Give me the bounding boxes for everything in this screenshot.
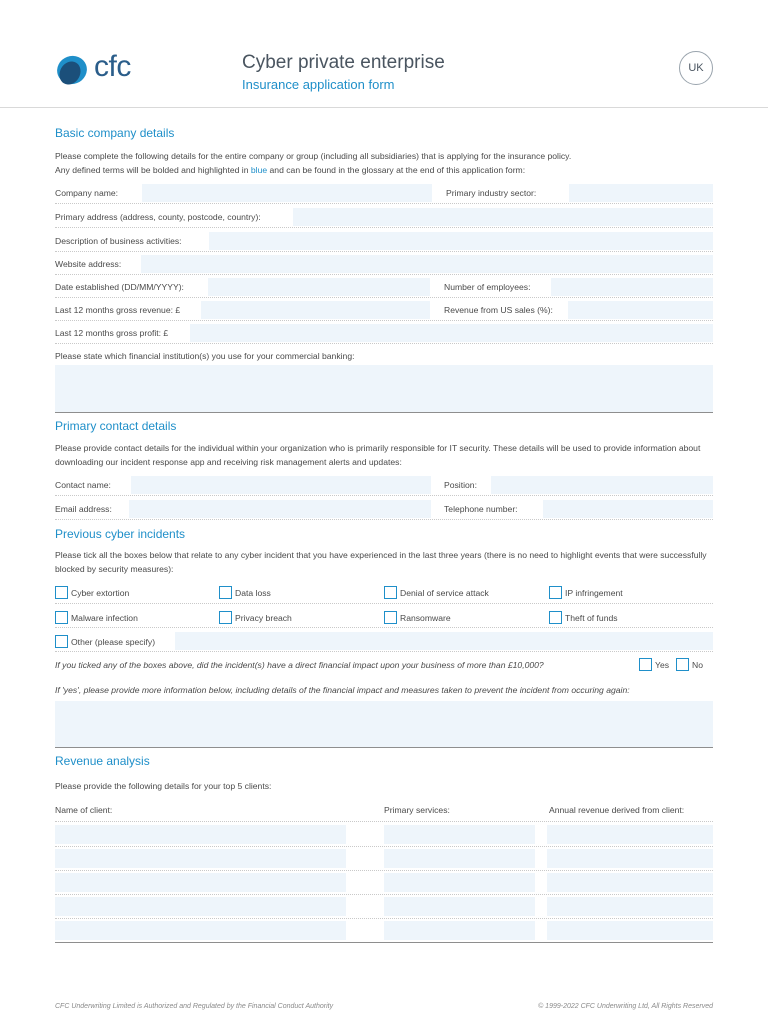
impact-no-checkbox[interactable] [676,658,689,671]
revenue-label: Last 12 months gross revenue: £ [55,305,181,315]
ransomware-checkbox[interactable] [384,611,397,624]
logo-text: cfc [94,50,131,83]
client-revenue-field[interactable] [547,873,713,892]
impact-no-label: No [692,660,703,670]
profit-field[interactable] [190,324,713,342]
page-subtitle: Insurance application form [242,77,395,92]
section-title-basic: Basic company details [55,126,175,140]
ip-infringement-label: IP infringement [565,588,623,598]
theft-of-funds-label: Theft of funds [565,613,618,623]
theft-of-funds-checkbox[interactable] [549,611,562,624]
malware-infection-label: Malware infection [71,613,138,623]
services-field[interactable] [384,897,535,916]
revenue-intro: Please provide the following details for your top 5 clients: [55,781,272,791]
region-badge: UK [679,51,713,85]
contact-name-label: Contact name: [55,480,111,490]
established-field[interactable] [208,278,430,296]
denial-of-service-checkbox[interactable] [384,586,397,599]
row-contact-name [55,475,713,496]
cfc-logo-icon [54,49,94,89]
revenue-field[interactable] [201,301,430,319]
denial-of-service-label: Denial of service attack [400,588,489,598]
ip-infringement-checkbox[interactable] [549,586,562,599]
row-profit [55,323,713,344]
website-field[interactable] [141,255,713,273]
company-name-label: Company name: [55,188,119,198]
page-title: Cyber private enterprise [242,52,445,73]
data-loss-checkbox[interactable] [219,586,232,599]
col-revenue-header: Annual revenue derived from client: [549,805,685,815]
banking-textarea[interactable] [55,365,713,413]
data-loss-label: Data loss [235,588,271,598]
malware-infection-checkbox[interactable] [55,611,68,624]
client-revenue-field[interactable] [547,825,713,844]
position-field[interactable] [491,476,713,494]
col-client-header: Name of client: [55,805,113,815]
company-name-field[interactable] [142,184,432,202]
revenue-row-3 [55,871,713,895]
col-services-header: Primary services: [384,805,450,815]
intro-text-end: and can be found in the glossary at the end of this application form: [267,164,526,175]
us-sales-field[interactable] [568,301,713,319]
website-label: Website address: [55,259,122,269]
description-label: Description of business activities: [55,236,182,246]
revenue-row-2 [55,847,713,871]
employees-label: Number of employees: [444,282,531,292]
row-contact-email [55,499,713,520]
employees-field[interactable] [551,278,713,296]
basic-intro [55,150,715,177]
basic-intro-line2 [55,164,715,178]
other-checkbox[interactable] [55,635,68,648]
services-field[interactable] [384,849,535,868]
row-established [55,277,713,298]
row-address [55,207,713,228]
impact-yes-label: Yes [655,660,670,670]
impact-yes-checkbox[interactable] [639,658,652,671]
banking-label: Please state which financial institution(s) you use for your commercial banking: [55,351,355,361]
revenue-row-4 [55,895,713,919]
other-label: Other (please specify) [71,637,156,647]
revenue-header-divider [55,821,713,822]
revenue-row-5 [55,919,713,943]
basic-intro-line1: Please complete the following details for the entire company or group (including all subsidiaries) that is applying for the insurance policy. [55,151,572,161]
services-field[interactable] [384,873,535,892]
ransomware-label: Ransomware [400,613,451,623]
client-name-field[interactable] [55,897,346,916]
phone-label: Telephone number: [444,504,518,514]
established-label: Date established (DD/MM/YYYY): [55,282,184,292]
client-revenue-field[interactable] [547,849,713,868]
revenue-row-1 [55,823,713,847]
section-title-incidents: Previous cyber incidents [55,527,186,541]
intro-text: Any defined terms will be bolded and highlighted in [55,164,251,175]
email-label: Email address: [55,504,112,514]
section-title-revenue: Revenue analysis [55,754,150,768]
address-label: Primary address (address, county, postcode, country): [55,212,261,222]
row-revenue [55,300,713,321]
row-other [55,630,713,652]
details-question: If 'yes', please provide more information below, including details of the financial impact and measures taken to prevent the incident from occuring again: [55,685,630,695]
row-company [55,183,713,204]
client-name-field[interactable] [55,849,346,868]
client-name-field[interactable] [55,825,346,844]
footer-regulation: CFC Underwriting Limited is Authorized and Regulated by the Financial Conduct Authority [55,1003,334,1010]
incident-details-textarea[interactable] [55,701,713,748]
phone-field[interactable] [543,500,713,518]
position-label: Position: [444,480,477,490]
privacy-breach-label: Privacy breach [235,613,292,623]
page-header [0,0,768,108]
industry-label: Primary industry sector: [446,188,537,198]
address-field[interactable] [293,208,713,226]
section-title-contact: Primary contact details [55,419,177,433]
client-revenue-field[interactable] [547,897,713,916]
us-sales-label: Revenue from US sales (%): [444,305,553,315]
privacy-breach-checkbox[interactable] [219,611,232,624]
profit-label: Last 12 months gross profit: £ [55,328,169,338]
row-website [55,254,713,275]
contact-name-field[interactable] [131,476,431,494]
incidents-intro: Please tick all the boxes below that relate to any cyber incident that you have experienced in the last three years (there is no need to highlight events that were successfully blocked by security measures): [55,550,707,574]
client-name-field[interactable] [55,921,346,940]
other-field[interactable] [175,632,713,650]
cyber-extortion-checkbox[interactable] [55,586,68,599]
services-field[interactable] [384,921,535,940]
description-field[interactable] [209,232,713,250]
industry-field[interactable] [569,184,713,202]
contact-intro: Please provide contact details for the individual within your organization who is primarily responsible for IT security. These details will be used to provide information about downloading our incident response app and receiving risk management alerts and updates: [55,443,701,467]
client-name-field[interactable] [55,873,346,892]
impact-question: If you ticked any of the boxes above, did the incident(s) have a direct financial impact upon your business of more than £10,000? [55,660,544,670]
email-field[interactable] [129,500,431,518]
intro-blue-word: blue [250,164,268,175]
footer-copyright: © 1999-2022 CFC Underwriting Ltd, All Rights Reserved [538,1003,713,1010]
cyber-extortion-label: Cyber extortion [71,588,130,598]
row-description [55,231,713,252]
services-field[interactable] [384,825,535,844]
client-revenue-field[interactable] [547,921,713,940]
